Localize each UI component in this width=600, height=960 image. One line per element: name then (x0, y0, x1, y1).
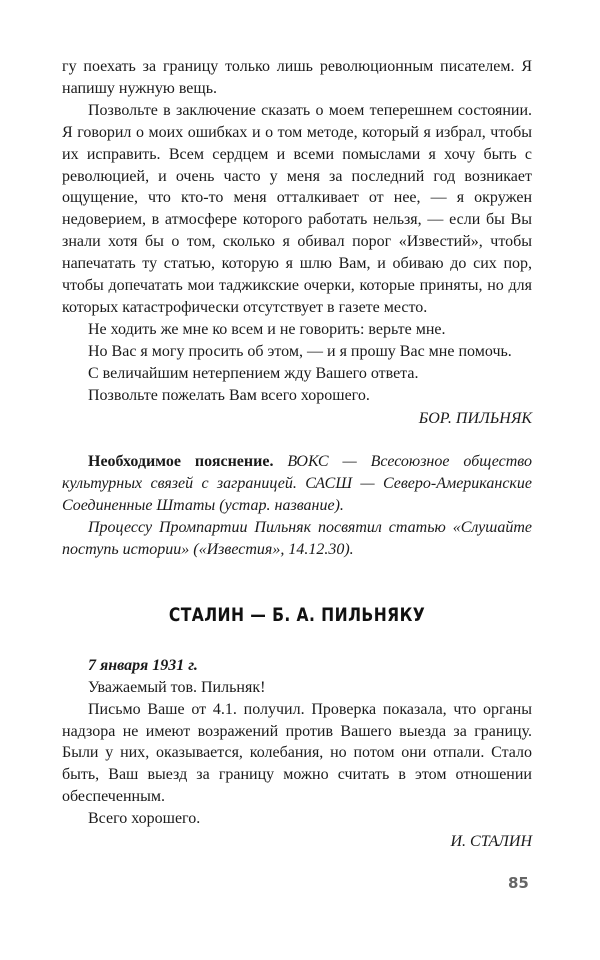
paragraph: гу поехать за границу только лишь революционным писателем. Я напишу нужную вещь. (62, 58, 532, 97)
letter-closing: Всего хорошего. (88, 810, 201, 828)
paragraph: Не ходить же мне ко всем и не говорить: верьте мне. (88, 320, 446, 338)
letter-body: Письмо Ваше от 4.1. получил. Проверка показала, что органы надзора не имеют возражений против Вашего выезда за границу. Были у них, оказывается, колебания, но потом они отпали. Стало быть, Ваш выезд за границу можно считать в этом отношении обеспеченным. (62, 700, 532, 806)
paragraph: Позвольте пожелать Вам всего хорошего. (88, 386, 370, 404)
note-text-2: Процессу Промпартии Пильняк посвятил статью «Слушайте поступь истории» («Известия», 14.12.30). (62, 519, 532, 559)
paragraph: С величайшим нетерпением жду Вашего ответа. (88, 364, 419, 382)
paragraph: Позвольте в заключение сказать о моем теперешнем состоянии. Я говорил о моих ошибках и о том методе, который я избрал, чтобы их исправить. Всем сердцем и всеми помыслами я хочу быть с революцией, и очень часто у меня за последний год возникает ощущение, что кто-то меня отталкивает от нее, — я окружен недоверием, в атмосфере которого работать нельзя, — если бы Вы знали хотя бы о том, сколько я обивал порог «Известий», чтобы напечатать ту статью, которую я шлю Вам, и обиваю до сих пор, чтобы допечатать мои таджикские очерки, которые приняты, но для которых катастрофически отсутствует в газете место. (62, 101, 532, 316)
editorial-note-2 (62, 517, 532, 561)
section-heading: СТАЛИН — Б. А. ПИЛЬНЯКУ (168, 603, 426, 626)
page-body (62, 56, 532, 853)
editorial-note (62, 451, 532, 517)
letter-greeting: Уважаемый тов. Пильняк! (88, 678, 266, 696)
note-text: ВОКС — Всесоюзное общество культурных связей с заграницей. САСШ — Северо-Американские Соединенные Штаты (устар. название). (62, 453, 533, 515)
paragraph: Но Вас я могу просить об этом, — и я прошу Вас мне помочь. (88, 342, 512, 360)
signature-pilnyak: БОР. ПИЛЬНЯК (418, 409, 532, 427)
page-number: 85 (508, 874, 529, 892)
note-label: Необходимое пояснение. (88, 453, 274, 471)
signature-stalin: И. СТАЛИН (450, 833, 532, 851)
letter-date: 7 января 1931 г. (88, 656, 198, 674)
